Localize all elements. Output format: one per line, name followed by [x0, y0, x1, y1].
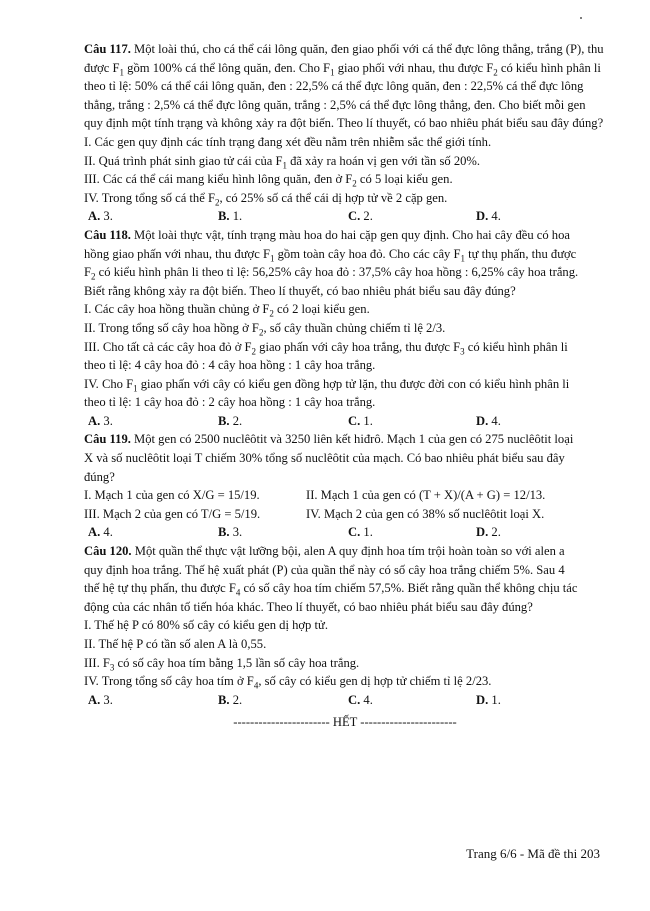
option-d[interactable]: D. 4.	[476, 413, 501, 428]
scan-speck	[580, 17, 582, 19]
option-c[interactable]: C. 2.	[348, 209, 373, 224]
stem-line: Biết rằng không xảy ra đột biến. Theo lí thuyết, có bao nhiêu phát biểu sau đây đúng?	[84, 283, 516, 298]
answer-options	[84, 207, 606, 226]
stem	[84, 430, 606, 486]
statement-3: III. Các cá thể cái mang kiểu hình lông quăn, đen ở $F_2$ có 5 loại kiểu gen.	[84, 172, 453, 189]
answer-options	[84, 523, 606, 542]
option-b[interactable]: B. 2.	[218, 692, 243, 707]
statements-row-2	[84, 505, 606, 524]
answer-options	[84, 691, 606, 710]
stem	[84, 40, 606, 133]
stem-line: được $F_1$ gồm 100% cá thể lông quăn, đen. Cho $F_1$ giao phối với nhau, thu được $F_2$ có kiểu hình phân li	[84, 60, 601, 78]
statement-1: I. Các cây hoa hồng thuần chủng ở $F_2$ có 2 loại kiểu gen.	[84, 302, 370, 319]
stem-line: thế hệ tự thụ phấn, thu được $F_4$ có số cây hoa tím chiếm 57,5%. Biết rằng quần thể không chịu tác	[84, 581, 578, 598]
option-b[interactable]: B. 2.	[218, 413, 243, 428]
question-label: Câu 117.	[84, 42, 131, 56]
stem-line: X và số nuclêôtit loại T chiếm 30% tổng số nuclêôtit của mạch. Có bao nhiêu phát biểu sau đây	[84, 451, 565, 466]
statement-4: IV. Mạch 2 của gen có 38% số nuclêôtit loại X.	[306, 506, 545, 521]
statement-1: I. Các gen quy định các tính trạng đang xét đều nằm trên nhiễm sắc thể giới tính.	[84, 134, 492, 149]
statement-1: I. Mạch 1 của gen có X/G = 15/19.	[84, 488, 260, 503]
option-d[interactable]: D. 4.	[476, 209, 501, 224]
option-b[interactable]: B. 3.	[218, 525, 243, 540]
stem-line: quy định một tính trạng và không xảy ra đột biến. Theo lí thuyết, có bao nhiêu phát biểu sau đây đúng?	[84, 116, 604, 131]
statement-1: I. Thế hệ P có 80% số cây có kiểu gen dị hợp tử.	[84, 618, 328, 633]
question-label: Câu 119.	[84, 432, 131, 447]
stem-line: Câu 119. Một gen có 2500 nuclêôtit và 3250 liên kết hiđrô. Mạch 1 của gen có 275 nuclêôtit loại	[84, 432, 574, 447]
option-b[interactable]: B. 1.	[218, 209, 243, 224]
statement-2: II. Trong tổng số cây hoa hồng ở $F_2$, số cây thuần chủng chiếm tỉ lệ 2/3.	[84, 320, 446, 338]
stem-line: động của các nhân tố tiến hóa khác. Theo lí thuyết, có bao nhiêu phát biểu sau đây đúng?	[84, 599, 533, 614]
stem-line: Câu 120. Một quần thể thực vật lưỡng bội, alen A quy định hoa tím trội hoàn toàn so với alen a	[84, 544, 565, 559]
stem-line: Câu 117. Một loài thú, cho cá thể cái lông quăn, đen giao phối với cá thể đực lông thẳng, trắng (P), thu	[84, 42, 604, 56]
statement-4: IV. Trong tổng số cá thể $F_2$, có 25% số cá thể cái dị hợp tử về 2 cặp gen.	[84, 190, 448, 208]
statement-3: III. Cho tất cả các cây hoa đỏ ở $F_2$ giao phấn với cây hoa trắng, thu được $F_3$ có kiểu hình phân li	[84, 339, 568, 357]
stem-line: $F_2$ có kiểu hình phân li theo tỉ lệ: 56,25% cây hoa đỏ : 37,5% cây hoa hồng : 6,25% cây hoa trắng.	[84, 265, 579, 282]
stem-line: hồng giao phấn với nhau, thu được $F_1$ gồm toàn cây hoa đỏ. Cho các cây $F_1$ tự thụ phấn, thu được	[84, 246, 577, 264]
question-label: Câu 118.	[84, 227, 131, 242]
statement-4: IV. Trong tổng số cây hoa tím ở $F_4$, số cây có kiểu gen dị hợp tử chiếm tỉ lệ 2/23.	[84, 674, 492, 691]
option-a[interactable]: A. 3.	[88, 692, 113, 707]
statement-3: III. $F_3$ có số cây hoa tím bằng 1,5 lần số cây hoa trắng.	[84, 655, 360, 673]
stem-line: Câu 118. Một loài thực vật, tính trạng màu hoa do hai cặp gen quy định. Cho hai cây đều có hoa	[84, 227, 570, 242]
end-mark: ----------------------- HẾT -----------------------	[233, 715, 457, 730]
statement-3-cont: theo tỉ lệ: 4 cây hoa đỏ : 4 cây hoa hồng : 1 cây hoa trắng.	[84, 358, 376, 373]
option-d[interactable]: D. 1.	[476, 692, 501, 707]
question-119	[84, 430, 606, 542]
stem-line: đúng?	[84, 469, 115, 484]
answer-options	[84, 412, 606, 431]
page-content	[84, 40, 606, 730]
question-117	[84, 40, 606, 226]
stem-line: thẳng, trắng : 2,5% cá thể đực lông quăn, trắng : 2,5% cá thể đực lông thẳng, đen. Cho biết mỗi gen	[84, 97, 586, 112]
option-c[interactable]: C. 4.	[348, 692, 373, 707]
page-footer: Trang 6/6 - Mã đề thi 203	[466, 846, 600, 861]
statement-2: II. Quá trình phát sinh giao tử cái của $F_1$ đã xảy ra hoán vị gen với tần số 20%.	[84, 153, 481, 171]
statement-2: II. Mạch 1 của gen có (T + X)/(A + G) = 12/13.	[306, 488, 546, 503]
question-120	[84, 542, 606, 709]
statement-4-cont: theo tỉ lệ: 1 cây hoa đỏ : 2 cây hoa hồng : 1 cây hoa trắng.	[84, 395, 376, 410]
stem-line: quy định hoa trắng. Thế hệ xuất phát (P) của quần thể này có số cây hoa trắng chiếm 5%. Sau 4	[84, 562, 565, 577]
option-d[interactable]: D. 2.	[476, 525, 501, 540]
option-c[interactable]: C. 1.	[348, 413, 373, 428]
question-label: Câu 120.	[84, 544, 132, 559]
option-a[interactable]: A. 4.	[88, 525, 113, 540]
option-c[interactable]: C. 1.	[348, 525, 373, 540]
stem	[84, 542, 606, 616]
stem-line: theo tỉ lệ: 50% cá thể cái lông quăn, đen : 22,5% cá thể đực lông quăn, đen : 22,5% cá thể đực lông	[84, 79, 584, 94]
statement-2: II. Thế hệ P có tần số alen A là 0,55.	[84, 637, 267, 651]
statements-row-1	[84, 486, 606, 505]
stem	[84, 226, 606, 300]
option-a[interactable]: A. 3.	[88, 413, 113, 428]
question-118	[84, 226, 606, 431]
option-a[interactable]: A. 3.	[88, 209, 113, 224]
statement-4: IV. Cho $F_1$ giao phấn với cây có kiểu gen đồng hợp tử lặn, thu được đời con có kiểu hình phân li	[84, 376, 570, 394]
statement-3: III. Mạch 2 của gen có T/G = 5/19.	[84, 506, 261, 521]
